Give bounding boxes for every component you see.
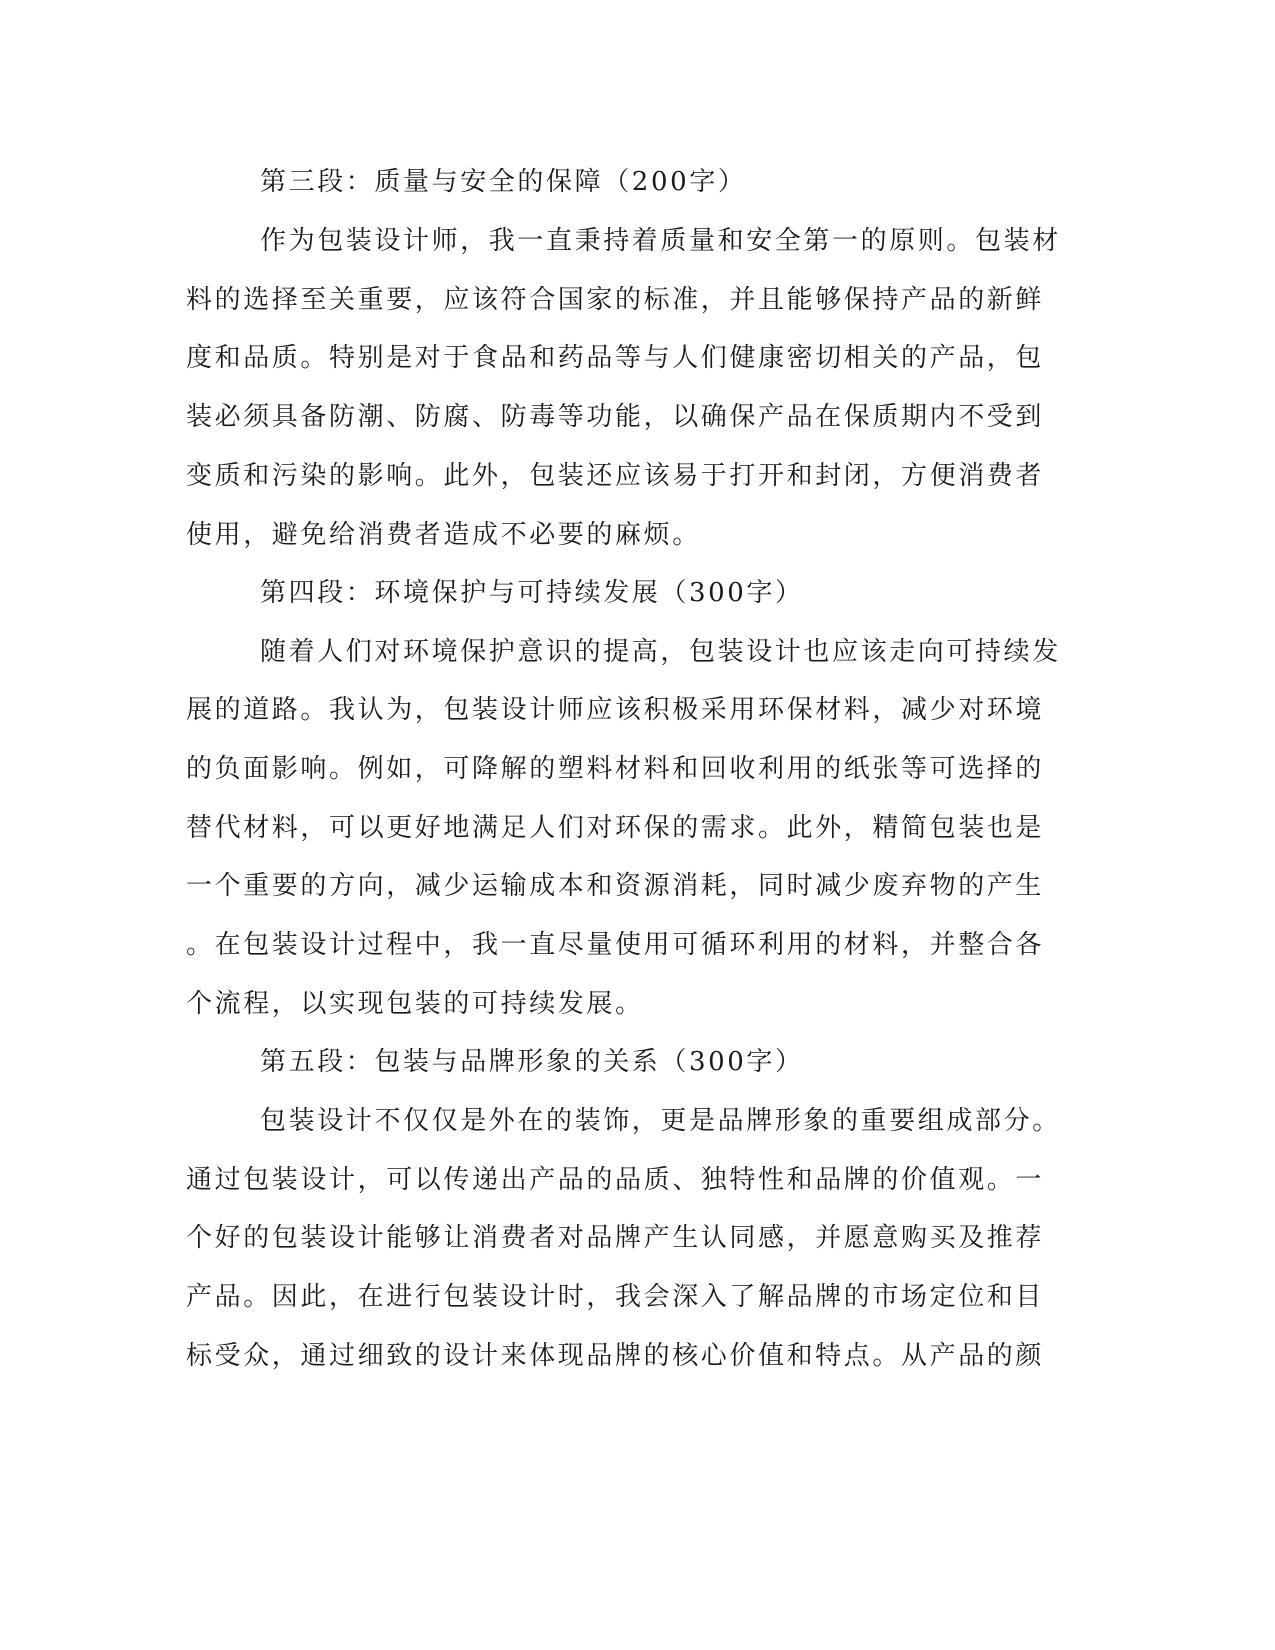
paragraph-line: 变质和污染的影响。此外，包装还应该易于打开和封闭，方便消费者 <box>186 461 1045 491</box>
paragraph-line: 个好的包装设计能够让消费者对品牌产生认同感，并愿意购买及推荐 <box>186 1223 1045 1253</box>
paragraph-line: 产品。因此，在进行包装设计时，我会深入了解品牌的市场定位和目 <box>186 1282 1045 1312</box>
section-heading-4: 第四段：环境保护与可持续发展（300字） <box>260 578 804 608</box>
section-heading-5: 第五段：包装与品牌形象的关系（300字） <box>260 1047 804 1077</box>
paragraph-line: 包装设计不仅仅是外在的装饰，更是品牌形象的重要组成部分。 <box>260 1106 1061 1136</box>
paragraph-line: 替代材料，可以更好地满足人们对环保的需求。此外，精简包装也是 <box>186 813 1045 843</box>
paragraph-line: 个流程，以实现包装的可持续发展。 <box>186 989 644 1019</box>
paragraph-line: 随着人们对环境保护意识的提高，包装设计也应该走向可持续发 <box>260 637 1061 667</box>
paragraph-line: 。在包装设计过程中，我一直尽量使用可循环利用的材料，并整合各 <box>186 930 1045 960</box>
paragraph-line: 使用，避免给消费者造成不必要的麻烦。 <box>186 520 701 550</box>
paragraph-line: 一个重要的方向，减少运输成本和资源消耗，同时减少废弃物的产生 <box>186 871 1045 901</box>
section-heading-3: 第三段：质量与安全的保障（200字） <box>260 167 747 197</box>
paragraph-line: 作为包装设计师，我一直秉持着质量和安全第一的原则。包装材 <box>260 226 1061 256</box>
paragraph-line: 料的选择至关重要，应该符合国家的标准，并且能够保持产品的新鲜 <box>186 285 1045 315</box>
paragraph-line: 装必须具备防潮、防腐、防毒等功能，以确保产品在保质期内不受到 <box>186 402 1045 432</box>
paragraph-line: 标受众，通过细致的设计来体现品牌的核心价值和特点。从产品的颜 <box>186 1341 1045 1371</box>
paragraph-line: 通过包装设计，可以传递出产品的品质、独特性和品牌的价值观。一 <box>186 1165 1045 1195</box>
paragraph-line: 的负面影响。例如，可降解的塑料材料和回收利用的纸张等可选择的 <box>186 754 1045 784</box>
paragraph-line: 度和品质。特别是对于食品和药品等与人们健康密切相关的产品，包 <box>186 343 1045 373</box>
paragraph-line: 展的道路。我认为，包装设计师应该积极采用环保材料，减少对环境 <box>186 695 1045 725</box>
